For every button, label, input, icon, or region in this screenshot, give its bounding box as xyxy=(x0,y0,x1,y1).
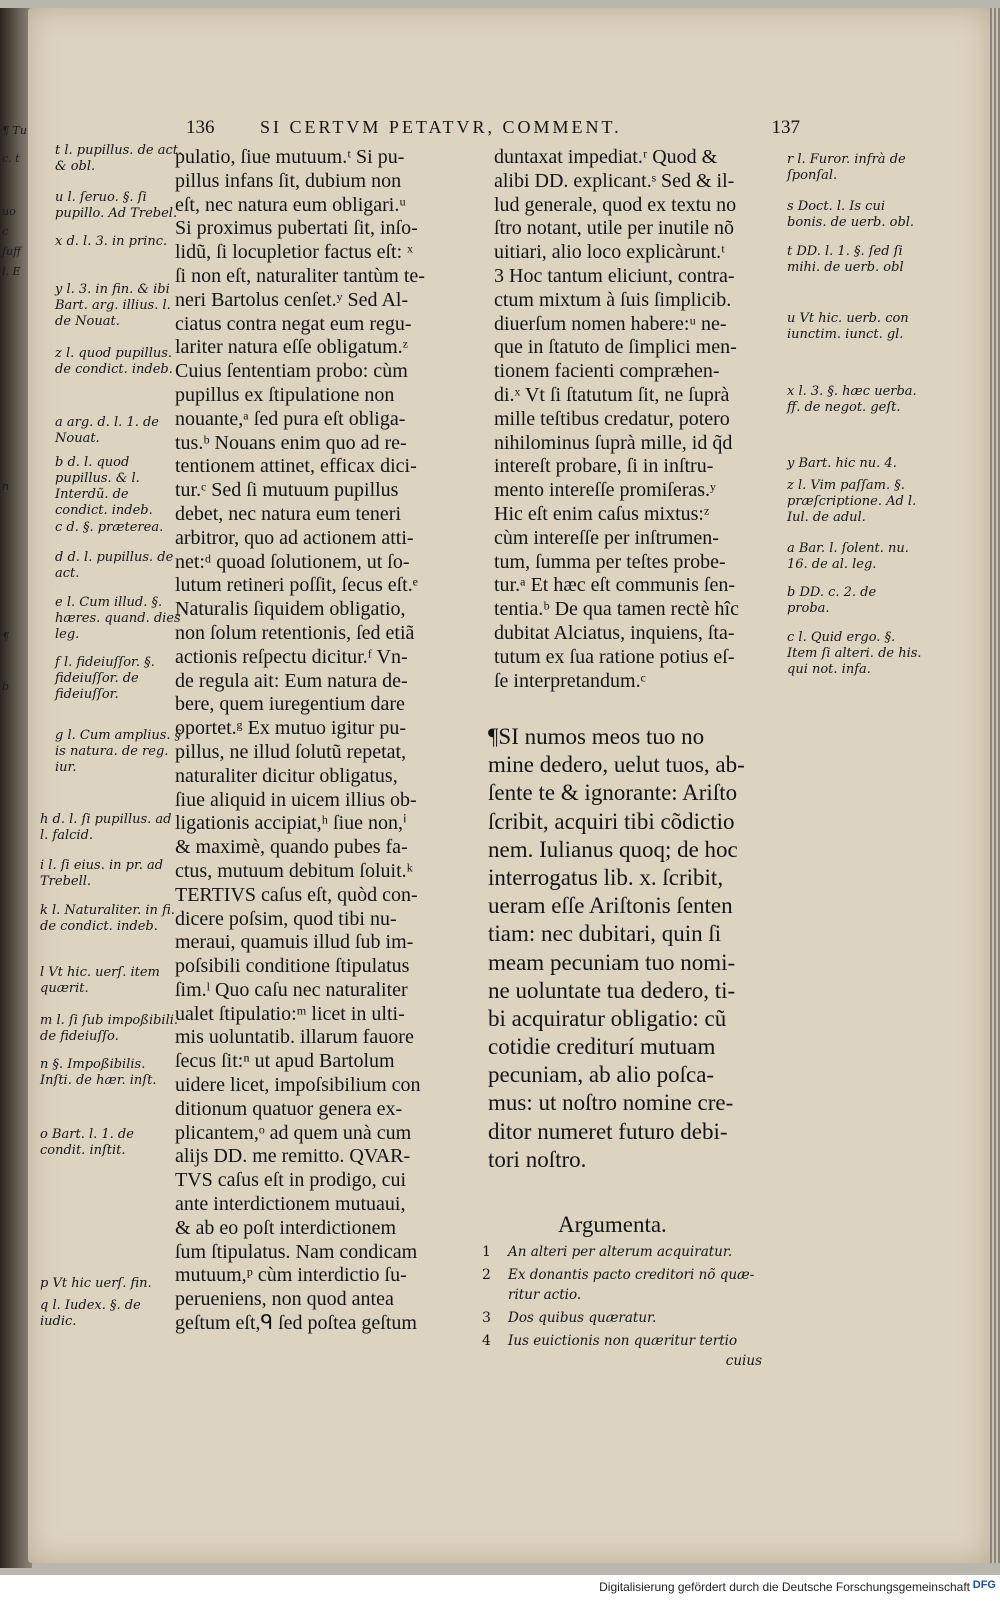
margin-note: q l. Iudex. §. de iudic. xyxy=(40,1298,141,1329)
text-line: poſsibili conditione ſtipulatus xyxy=(175,955,410,978)
text-line: actionis reſpectu dicitur.ᶠ Vn- xyxy=(175,645,408,668)
margin-note: t DD. l. 1. §. ſed ſi mihi. de uerb. obl xyxy=(787,244,904,275)
text-line: meam pecuniam tuo nomi- xyxy=(488,949,736,975)
argumenta-heading: Argumenta. xyxy=(558,1212,667,1237)
text-line: lud generale, quod ex textu no xyxy=(494,193,737,216)
margin-note: z l. quod pupillus. de condict. indeb. xyxy=(55,346,173,377)
text-line: tori noſtro. xyxy=(488,1146,587,1172)
text-line: ctum mixtum à ſuis ſimplicib. xyxy=(494,288,732,311)
text-line: uidere licet, impoſsibilium con xyxy=(175,1074,421,1097)
text-line: tur.ᶜ Sed ſi mutuum pupillus xyxy=(175,479,399,502)
text-line: ualet ſtipulatio:ᵐ licet in ulti- xyxy=(175,1002,405,1025)
margin-note: p Vt hic uerſ. fin. xyxy=(40,1276,152,1291)
text-line: tus.ᵇ Nouans enim quo ad re- xyxy=(175,431,407,454)
text-line: ¶SI numos meos tuo no xyxy=(488,724,705,749)
text-line: duntaxat impediat.ʳ Quod & xyxy=(494,146,718,168)
margin-note: f l. fideiuſſor. §. fideiuſſor. de fideiuſſor. xyxy=(55,655,155,702)
margin-note: g l. Cum amplius. § is natura. de reg. iur. xyxy=(55,728,182,775)
text-line: ſim.ˡ Quo caſu nec naturaliter xyxy=(175,978,408,1001)
text-line: meraui, quamuis illud ſub im- xyxy=(175,931,414,954)
text-line: tentionem attinet, efficax dici- xyxy=(175,455,417,478)
text-line: mutuum,ᵖ cùm interdictio ſu- xyxy=(175,1264,407,1287)
text-line: ne uoluntate tua dedero, ti- xyxy=(488,977,736,1003)
text-line: TVS caſus eſt in prodigo, cui xyxy=(175,1169,407,1192)
text-line: tentia.ᵇ De qua tamen rectè hîc xyxy=(494,598,739,621)
margin-note: x d. l. 3. in princ. xyxy=(55,234,168,249)
text-line: tiam: nec dubitari, quin ſi xyxy=(488,921,722,947)
text-line: tionem facienti compræhen- xyxy=(494,360,720,383)
argument-text: Ex donantis pacto creditori nõ quæ-ritur actio. xyxy=(508,1267,755,1303)
margin-note: y Bart. hic nu. 4. xyxy=(787,456,897,471)
text-line: neri Bartolus cenſet.ʸ Sed Al- xyxy=(175,288,409,311)
text-line: ſecus ſit:ⁿ ut apud Bartolum xyxy=(175,1050,395,1073)
text-line: nihilominus ſuprà mille, id q̃d xyxy=(494,431,733,454)
text-line: geſtum eſt,ᑫ ſed poſtea geſtum xyxy=(175,1312,417,1335)
text-line: bere, quem iuregentium dare xyxy=(175,693,405,716)
text-line: ciatus contra negat eum regu- xyxy=(175,312,412,335)
margin-note: k l. Naturaliter. in fi. de condict. indeb. xyxy=(40,903,175,934)
margin-note: d d. l. pupillus. de act. xyxy=(55,550,174,581)
text-line: pupillus ex ſtipulatione non xyxy=(175,383,395,406)
margin-note: n §. Impoßibilis. Inſti. de hær. inſt. xyxy=(40,1057,157,1088)
text-line: alijs DD. me remitto. QVAR- xyxy=(175,1145,411,1168)
text-line: pillus, ne illud ſolutũ repetat, xyxy=(175,740,407,763)
margin-note: t l. pupillus. de act. & obl. xyxy=(55,143,183,174)
text-line: naturaliter dicitur obligatus, xyxy=(175,764,398,787)
text-line: ditor numeret futuro debi- xyxy=(488,1118,728,1144)
text-line: lariter natura eſſe obligatum.ᶻ xyxy=(175,336,409,359)
footer-credit: Digitalisierung gefördert durch die Deutsche Forschungsgemeinschaft xyxy=(599,1580,970,1594)
text-line: tutum ex ſua ratione potius eſ- xyxy=(494,645,735,668)
margin-note: i l. ſi eius. in pr. ad Trebell. xyxy=(40,858,164,889)
text-line: oportet.ᵍ Ex mutuo igitur pu- xyxy=(175,717,406,740)
edge-fragment: c. t xyxy=(2,152,20,165)
text-line: tur.ᵃ Et hæc eſt communis ſen- xyxy=(494,574,735,597)
text-line: perueniens, non quod antea xyxy=(175,1288,394,1311)
text-line: mille teſtibus credatur, potero xyxy=(494,407,730,430)
margin-note: b d. l. quod pupillus. & l. Interdũ. de condict. indeb. xyxy=(55,455,153,518)
argument-number: 1 xyxy=(482,1244,491,1260)
argument-text: Dos quibus quæratur. xyxy=(508,1310,657,1326)
argumenta-list xyxy=(482,1242,782,1374)
text-line: mis uoluntatib. illarum fauore xyxy=(175,1026,414,1049)
text-line: plicantem,ᵒ ad quem unà cum xyxy=(175,1121,412,1144)
text-line: de regula ait: Eum natura de- xyxy=(175,669,408,692)
edge-fragment: n xyxy=(2,480,10,493)
text-line: cùm intereſſe per inſtrumen- xyxy=(494,526,719,549)
argument-item xyxy=(482,1265,782,1305)
text-line: ſente te & ignorante: Ariſto xyxy=(488,780,738,806)
argument-item xyxy=(482,1331,782,1371)
running-title: SI CERTVM PETATVR, COMMENT. xyxy=(260,117,622,137)
edge-fragment: ¶ xyxy=(2,630,9,643)
page-number-left: 136 xyxy=(186,117,215,138)
text-line: Si proximus pubertati ſit, inſo- xyxy=(175,217,418,240)
text-line: ditionum quatuor genera ex- xyxy=(175,1097,403,1120)
text-line: intereſt probare, ſi in inſtru- xyxy=(494,455,714,478)
margin-note: h d. l. ſi pupillus. ad l. falcid. xyxy=(40,812,172,843)
margin-note: b DD. c. 2. de proba. xyxy=(787,585,877,616)
edge-fragment: uo xyxy=(2,205,16,218)
text-line: 3 Hoc tantum eliciunt, contra- xyxy=(494,264,735,287)
text-line: ſe interpretandum.ᶜ xyxy=(494,669,646,692)
text-line: mus: ut noſtro nomine cre- xyxy=(488,1090,734,1116)
text-line: ligationis accipiat,ʰ ſiue non,ⁱ xyxy=(175,812,407,835)
margin-note: r l. Furor. infrà de ſponſal. xyxy=(787,152,906,183)
dfg-logo: DFG xyxy=(972,1579,996,1591)
text-line: lutum retineri poſſit, ſecus eſt.ᵉ xyxy=(175,574,418,597)
text-line: dicere poſsim, quod tibi nu- xyxy=(175,907,397,930)
text-line: ſi non eſt, naturaliter tantùm te- xyxy=(175,264,425,287)
argument-number: 3 xyxy=(482,1310,491,1326)
text-line: Cuius ſententiam probo: cùm xyxy=(175,360,408,383)
text-line: ſcribit, acquiri tibi cõdictio xyxy=(488,808,735,834)
text-line: diuerſum nomen habere:ᵘ ne- xyxy=(494,312,727,335)
margin-note: c l. Quid ergo. §. Item ſi alteri. de his. qui not. infa. xyxy=(787,630,922,677)
margin-note: o Bart. l. 1. de condit. inſtit. xyxy=(40,1127,134,1158)
text-line: tum, ſumma per teſtes probe- xyxy=(494,550,726,573)
text-line: arbitror, quo ad actionem atti- xyxy=(175,526,414,549)
argument-text: Ius euictionis non quæritur tertio xyxy=(508,1333,738,1349)
margin-note: m l. ſi ſub impoßibili. de fideiuſſo. xyxy=(40,1013,179,1044)
argument-item xyxy=(482,1242,782,1262)
argument-number: 2 xyxy=(482,1267,491,1283)
text-line: alibi DD. explicant.ˢ Sed & il- xyxy=(494,169,735,192)
margin-note: y l. 3. in fin. & ibi Bart. arg. illius. l. de Nouat. xyxy=(55,282,171,329)
text-line: que in ſtatuto de ſimplici men- xyxy=(494,336,737,359)
text-line: eſt, nec natura eum obligari.ᵘ xyxy=(175,193,406,216)
text-line: pecuniam, ab alio poſca- xyxy=(488,1062,715,1088)
text-line: uitiari, alio loco explicàrunt.ᵗ xyxy=(494,241,725,264)
text-line: ctus, mutuum debitum ſoluit.ᵏ xyxy=(175,859,413,882)
text-line: nouante,ᵃ ſed pura eſt obliga- xyxy=(175,407,406,430)
text-line: Naturalis ſiquidem obligatio, xyxy=(175,598,406,621)
text-line: interrogatus lib. x. ſcribit, xyxy=(488,864,724,890)
margin-note: a Bar. l. ſolent. nu. 16. de al. leg. xyxy=(787,541,909,572)
page-edges xyxy=(990,8,1000,1563)
edge-fragment: l. E xyxy=(2,265,21,278)
margin-note: u Vt hic. uerb. con iunctim. iunct. gl. xyxy=(787,311,909,342)
text-line: ſum ſtipulatus. Nam condicam xyxy=(175,1240,418,1263)
margin-note: x l. 3. §. hæc uerba. ff. de negot. geſt. xyxy=(787,384,917,415)
left-column-text xyxy=(175,146,475,1336)
argument-item xyxy=(482,1308,782,1328)
edge-fragment: b xyxy=(2,680,10,693)
right-column-text xyxy=(494,146,784,693)
edge-fragment: ¶ Tu xyxy=(2,124,27,137)
page-number-right: 137 xyxy=(771,117,800,138)
edge-fragment: c xyxy=(2,225,9,238)
margin-note: e l. Cum illud. §. hæres. quand. dies leg. xyxy=(55,595,181,642)
margin-note: s Doct. l. Is cui bonis. de uerb. obl. xyxy=(787,199,915,230)
text-line: non ſolum retentionis, ſed etiã xyxy=(175,621,415,644)
text-line: bi acquiratur obligatio: cũ xyxy=(488,1005,727,1031)
text-line: nem. Iulianus quoq; de hoc xyxy=(488,836,738,862)
text-line: mento intereſſe promiſeras.ʸ xyxy=(494,479,716,502)
text-line: Hic eſt enim caſus mixtus:ᶻ xyxy=(494,502,710,525)
text-line: cotidie crediturí mutuam xyxy=(488,1034,716,1060)
text-line: di.ˣ Vt ſi ſtatutum ſit, ne ſuprà xyxy=(494,383,730,406)
margin-note: l Vt hic. uerſ. item quærit. xyxy=(40,965,160,996)
text-line: TERTIVS caſus eſt, quòd con- xyxy=(175,883,418,906)
quoted-passage xyxy=(488,723,788,1174)
margin-note: z l. Vim paſſam. §. præſcriptione. Ad l. Iul. de adul. xyxy=(787,478,917,525)
text-line: mine dedero, uelut tuos, ab- xyxy=(488,752,745,778)
text-line: & maximè, quando pubes fa- xyxy=(175,836,408,859)
margin-note: u l. ſeruo. §. ſi pupillo. Ad Trebel. xyxy=(55,190,178,221)
text-line: ueram eſſe Ariſtonis ſenten xyxy=(488,893,733,919)
argument-continuation: cuius xyxy=(725,1353,762,1369)
text-line: ſtro notant, utile per inutile nõ xyxy=(494,217,734,240)
margin-note: a arg. d. l. 1. de Nouat. xyxy=(55,415,159,446)
digitization-footer xyxy=(0,1575,1000,1601)
text-line: lidũ, ſi locupletior factus eſt: ˣ xyxy=(175,241,413,264)
text-line: ante interdictionem mutuaui, xyxy=(175,1193,406,1216)
text-line: debet, nec natura eum teneri xyxy=(175,502,401,525)
argument-number: 4 xyxy=(482,1333,491,1349)
text-line: pulatio, ſiue mutuum.ᵗ Si pu- xyxy=(175,146,405,168)
edge-fragment: ſuff xyxy=(2,245,21,258)
text-line: pillus infans ſit, dubium non xyxy=(175,169,402,192)
text-line: ſiue aliquid in uicem illius ob- xyxy=(175,788,417,811)
margin-note: c d. §. præterea. xyxy=(55,520,164,535)
text-line: net:ᵈ quoad ſolutionem, ut ſo- xyxy=(175,550,410,573)
text-line: & ab eo poſt interdictionem xyxy=(175,1216,397,1239)
text-line: dubitat Alciatus, inquiens, ſta- xyxy=(494,621,735,644)
argument-text: An alteri per alterum acquiratur. xyxy=(508,1244,733,1260)
